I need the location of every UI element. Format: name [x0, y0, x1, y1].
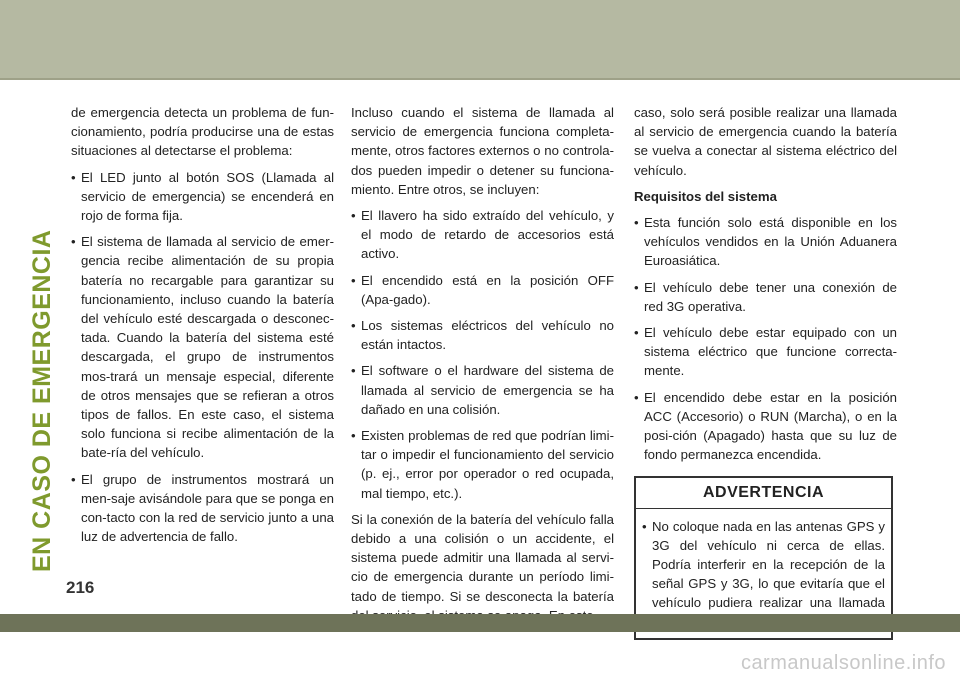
- list-item: • El encendido está en la posición OFF (Apa-gado).: [351, 271, 614, 309]
- section-heading: Requisitos del sistema: [634, 188, 777, 204]
- list-item: • No coloque nada en las antenas GPS y 3G del vehículo ni cerca de ellas. Podría interferir en la recepción de la señal GPS y 3G, lo que evitaría que el vehículo pudiera realizar una llamada: [642, 517, 885, 632]
- section-side-title: EN CASO DE EMERGENCIA: [28, 229, 56, 572]
- watermark: carmanualsonline.info: [740, 652, 946, 674]
- paragraph: caso, solo será posible realizar una llamada al servicio de emergencia cuando la batería se vuelva a conectar al sistema eléctrico del vehículo.: [634, 105, 897, 178]
- header-stripe: [0, 78, 960, 80]
- text-column-2: [351, 103, 614, 632]
- bullet-list: [71, 168, 334, 547]
- list-item: • El software o el hardware del sistema de llamada al servicio de emergencia se ha dañado en una colisión.: [351, 361, 614, 419]
- list-item: • El llavero ha sido extraído del vehículo, y el modo de retardo de accesorios está activo.: [351, 206, 614, 264]
- text-column-1: [71, 103, 334, 553]
- footer-band: [0, 614, 960, 632]
- page-number: 216: [66, 578, 95, 597]
- bullet-list: [351, 206, 614, 503]
- warning-title: ADVERTENCIA: [636, 478, 891, 508]
- list-item: • El LED junto al botón SOS (Llamada al servicio de emergencia) se encenderá en rojo de forma fija.: [71, 168, 334, 226]
- header-band: [0, 0, 960, 80]
- list-item: • El grupo de instrumentos mostrará un men-saje avisándole para que se ponga en con-tacto con la red de servicio junto a una luz de advertencia de fallo.: [71, 470, 334, 547]
- paragraph: Si la conexión de la batería del vehículo falla debido a una colisión o un accidente, el sistema puede admitir una llamada al servi-cio de emergencia durante un período limi-tado de tiempo. Si se desconecta la batería: [351, 511, 614, 604]
- text-column-3: [634, 103, 897, 640]
- paragraph: de emergencia detecta un problema de fun-cionamiento, podría producirse una de estas situaciones al detectarse el problema:: [71, 105, 334, 159]
- bullet-list: [634, 213, 897, 464]
- paragraph: Incluso cuando el sistema de llamada al servicio de emergencia funciona completa-mente, otros factores externos o no controla-dos pueden impedir o detener su funciona-miento. Entre otros, se incluyen:: [351, 105, 614, 197]
- list-item: • Los sistemas eléctricos del vehículo no están intactos.: [351, 316, 614, 354]
- list-item: • Existen problemas de red que podrían limi-tar o impedir el funcionamiento del servicio (p. ej., error por operador o red ocupada, mal tiempo, etc.).: [351, 426, 614, 503]
- list-item: • Esta función solo está disponible en los vehículos vendidos en la Unión Aduanera Euroasiática.: [634, 213, 897, 271]
- list-item: • El vehículo debe estar equipado con un sistema eléctrico que funcione correcta-mente.: [634, 323, 897, 381]
- list-item: • El encendido debe estar en la posición ACC (Accesorio) o RUN (Marcha), o en la posi-ción (Apagado) hasta que su luz de fondo permanezca encendida.: [634, 388, 897, 465]
- list-item: • El vehículo debe tener una conexión de red 3G operativa.: [634, 278, 897, 316]
- list-item: • El sistema de llamada al servicio de emer-gencia recibe alimentación de su propia batería no recargable para garantizar su funcionamiento, incluso cuando la batería del vehículo esté descargada o desconec-tada. Cuando la batería del sistema esté descargada, el grupo de instrumentos mos-trará un mensaje especial, diferente de otros mensajes que se refieran a otros tipos de fallos. En este caso, el sistema solo funciona si recibe alimentación de la bate-ría del vehículo.: [71, 232, 334, 462]
